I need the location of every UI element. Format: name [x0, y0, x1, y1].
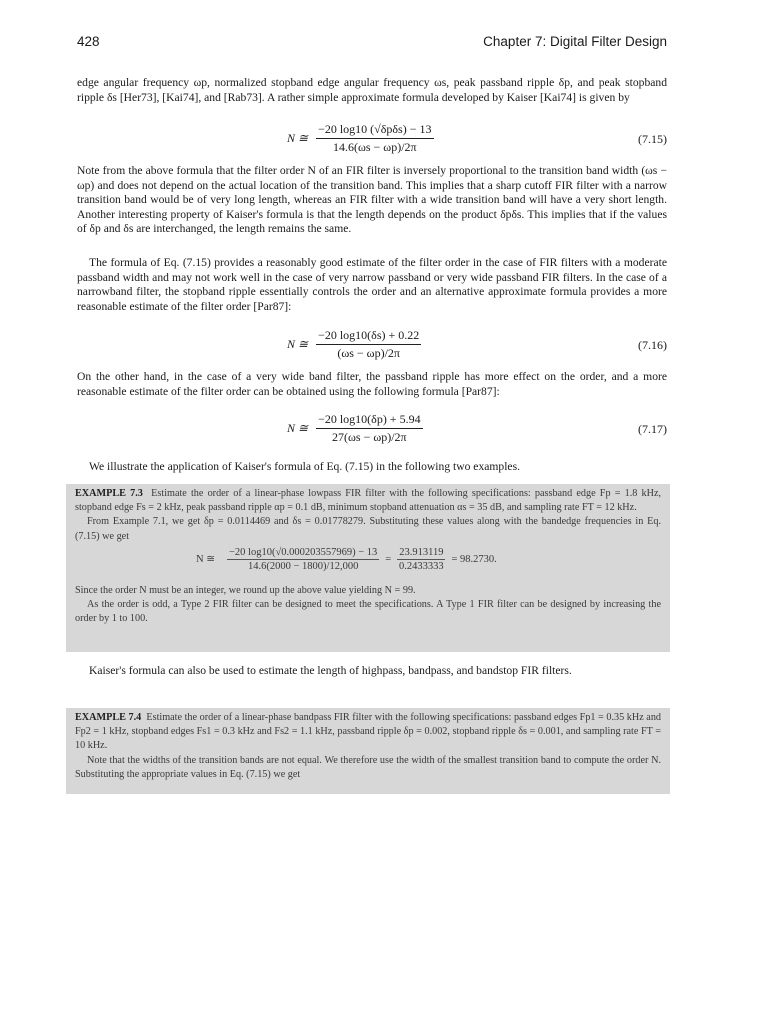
equation-numerator: −20 log10(δs) + 0.22: [316, 328, 421, 345]
equation-denominator: 14.6(ωs − ωp)/2π: [332, 140, 417, 154]
example-7-3-box: [66, 484, 670, 652]
equation-lhs: N ≅: [287, 131, 309, 145]
equation-numerator: −20 log10 (√δpδs) − 13: [316, 122, 433, 139]
paragraph-examples-intro: We illustrate the application of Kaiser's formula of Eq. (7.15) in the following two examples.: [89, 460, 520, 473]
paragraph-kaiser-other-filters: Kaiser's formula can also be used to estimate the length of highpass, bandpass, and bandstop FIR filters.: [89, 664, 572, 677]
equation-denominator: (ωs − ωp)/2π: [337, 346, 400, 360]
example-equation-numerator-value: 23.913119: [399, 546, 444, 558]
equation-lhs: N ≅: [287, 337, 309, 351]
chapter-title: Chapter 7: Digital Filter Design: [483, 34, 667, 49]
example-label: EXAMPLE 7.3: [75, 488, 143, 499]
example-equation-denominator-value: 0.2433333: [399, 560, 444, 572]
paragraph-intro: edge angular frequency ωp, normalized stopband edge angular frequency ωs, peak passband ripple δp, and peak stopband ripple δs [Her73], [Kai74], and [Rab73]. A rather simple approximate formula developed by Kaiser [Kai74] is given by: [77, 76, 667, 104]
example-label: EXAMPLE 7.4: [75, 712, 142, 723]
example-7-4-solution: Note that the widths of the transition bands are not equal. We therefore use the width of the smallest transition band to compute the order N. Substituting the appropriate values in Eq. (7.15) we get: [75, 754, 661, 780]
example-7-4-statement: EXAMPLE 7.4 Estimate the order of a linear-phase bandpass FIR filter with the following specifications: passband edges Fp1 = 0.35 kHz and Fp2 = 1 kHz, stopband edges Fs1 = 0.3 kHz and Fs2 = 1.1 kHz, passband ripple δp = 0.002, stopband ripple δs = 0.001, and sampling rate FT = 10 kHz.: [75, 712, 662, 752]
page-header: [77, 34, 667, 54]
example-7-4-box: [66, 708, 670, 794]
example-7-3-equation: N ≅ $\frac{-20 \log 10(√0.000203557969) - 13}{14.6(2000 - 1800)/12,000}$ = $\frac{23.913119}{0.2433333}$ = 98.2730.: [196, 546, 497, 572]
paragraph-order-analysis: Note from the above formula that the filter order N of an FIR filter is inversely proportional to the transition band width (ωs − ωp) and does not depend on the actual location of the transition band. This implies that a sharp cutoff FIR filter with a narrow transition band would be of very long length, whereas an FIR filter with a wide transition band will have a very short length. Another interesting property of Kaiser's formula is that the length depends on the product δpδs. This implies that if the values of δp and δs are interchanged, the length remains the same.: [77, 164, 667, 236]
example-7-3-conclusion: As the order is odd, a Type 2 FIR filter can be designed to meet the specifications. A Type 1 FIR filter can be designed by increasing the order by 1 to 100.: [75, 599, 661, 625]
example-equation-numerator: −20 log10(√0.000203557969) − 13: [229, 546, 378, 558]
equation-denominator: 27(ωs − ωp)/2π: [332, 430, 407, 444]
equation-7-16: [77, 326, 667, 366]
example-equation-denominator: 14.6(2000 − 1800)/12,000: [247, 560, 359, 572]
equation-7-17: [77, 410, 667, 450]
equation-number: (7.16): [638, 338, 667, 352]
example-7-3-statement: EXAMPLE 7.3 Estimate the order of a linear-phase lowpass FIR filter with the following specifications: passband edge Fp = 1.8 kHz, stopband edge Fs = 2 kHz, peak passband ripple αp = 0.1 dB, minimum stopband attenuation αs = 35 dB, and sampling rate FT = 12 kHz.: [75, 488, 662, 514]
equation-number: (7.15): [638, 132, 667, 146]
page-number: 428: [77, 34, 100, 49]
equation-7-15: [77, 120, 667, 160]
paragraph-narrowband: The formula of Eq. (7.15) provides a reasonably good estimate of the filter order in the case of FIR filters with a moderate passband width and may not work well in the case of very narrow passband or very wide passband FIR filters. In the case of a narrowband filter, the stopband ripple essentially controls the order and an alternative approximate formula provides a more reasonable estimate of the filter order [Par87]:: [77, 256, 667, 313]
equation-lhs: N ≅: [287, 421, 309, 435]
paragraph-wideband: On the other hand, in the case of a very wide band filter, the passband ripple has more effect on the order, and a more reasonable estimate of the filter order can be obtained using the following formula [Par87]:: [77, 370, 667, 398]
equation-number: (7.17): [638, 422, 667, 436]
example-equation-result: = 98.2730.: [451, 553, 497, 565]
example-7-3-rounding: Since the order N must be an integer, we round up the above value yielding N = 99.: [75, 584, 416, 596]
equation-numerator: −20 log10(δp) + 5.94: [316, 412, 423, 429]
example-equation-lhs: N ≅: [196, 554, 216, 566]
example-7-3-solution: From Example 7.1, we get δp = 0.0114469 and δs = 0.01778279. Substituting these values along with the bandedge frequencies in Eq. (7.15) we get: [75, 516, 661, 542]
